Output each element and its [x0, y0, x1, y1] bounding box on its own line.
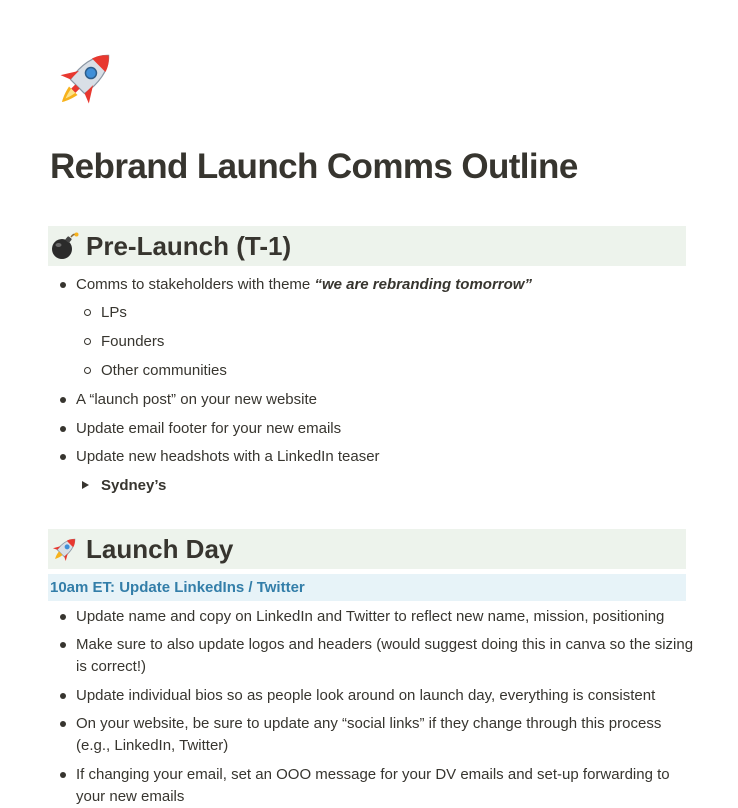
page-title: Rebrand Launch Comms Outline	[50, 147, 578, 186]
prelaunch-heading	[48, 226, 686, 266]
prelaunch-heading-text: Pre-Launch (T-1)	[86, 230, 292, 261]
subheading-text: 10am ET: Update LinkedIns / Twitter	[50, 579, 305, 596]
bullet-dot	[60, 282, 66, 288]
bullet-dot	[60, 642, 66, 648]
bullet-dot	[60, 693, 66, 699]
sub-list-item: LPs	[101, 304, 127, 321]
list-item: Update new headshots with a LinkedIn teaser	[76, 448, 380, 465]
bomb-icon	[50, 231, 80, 261]
toggle-sydneys[interactable]: Sydney’s	[101, 477, 167, 494]
list-item: Update email footer for your new emails	[76, 420, 342, 437]
bullet-circle	[84, 309, 91, 316]
rocket-icon	[50, 44, 122, 112]
launch-day-heading-text: Launch Day	[86, 533, 234, 564]
launch-day-heading	[48, 529, 686, 569]
list-item: On your website, be sure to update any “social links” if they change through this process	[76, 715, 662, 732]
bullet-dot	[60, 454, 66, 460]
bullet-dot	[60, 772, 66, 778]
bullet-dot	[60, 614, 66, 620]
list-item-continuation: your new emails	[76, 788, 185, 805]
list-item: Update individual bios so as people look around on launch day, everything is consistent	[76, 687, 656, 704]
sub-list-item: Founders	[101, 333, 165, 350]
bullet-dot	[60, 721, 66, 727]
bullet-dot	[60, 397, 66, 403]
list-item: Make sure to also update logos and headers (would suggest doing this in canva so the sizing	[76, 636, 694, 653]
bullet-circle	[84, 367, 91, 374]
subheading-linkedin-twitter	[48, 574, 686, 601]
toggle-triangle-icon[interactable]	[82, 481, 89, 489]
list-item: Update name and copy on LinkedIn and Twitter to reflect new name, mission, positioning	[76, 608, 665, 625]
bullet-dot	[60, 426, 66, 432]
list-item: Comms to stakeholders with theme “we are rebranding tomorrow”	[76, 276, 532, 293]
list-item-continuation: is correct!)	[76, 658, 147, 675]
sub-list-item: Other communities	[101, 362, 227, 379]
list-item-continuation: (e.g., LinkedIn, Twitter)	[76, 737, 229, 754]
bullet-circle	[84, 338, 91, 345]
rocket-icon	[50, 534, 80, 564]
list-item: If changing your email, set an OOO message for your DV emails and set-up forwarding to	[76, 766, 670, 783]
list-item: A “launch post” on your new website	[76, 391, 317, 408]
